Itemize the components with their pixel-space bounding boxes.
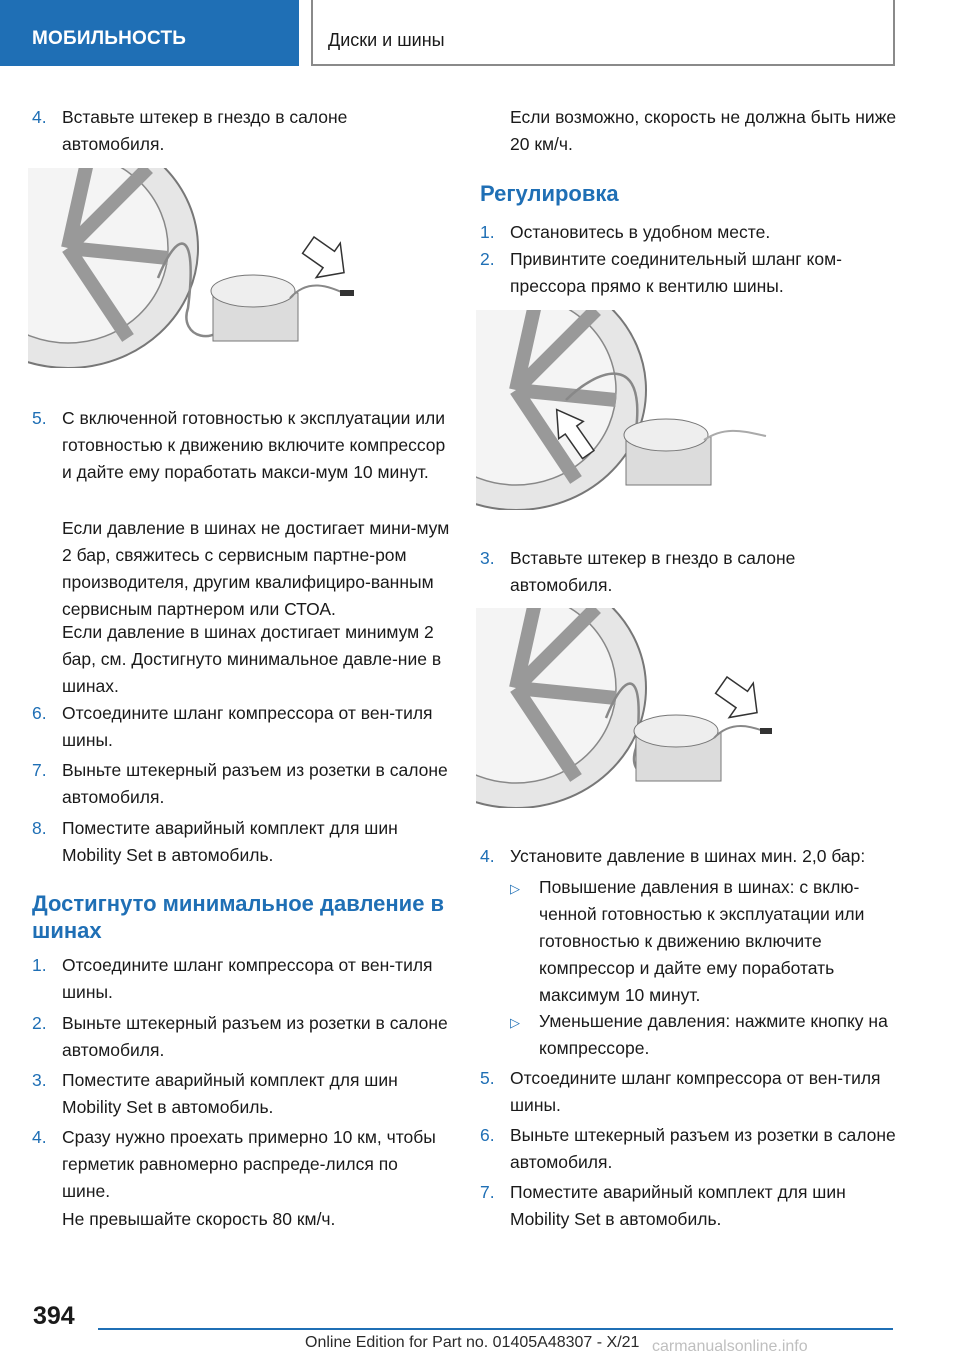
- list-item: [480, 1065, 900, 1119]
- step-text: Выньте штекерный разъем из розетки в салоне автомобиля.: [510, 1125, 896, 1172]
- compressor-figure-2: [476, 310, 776, 510]
- step-number: 1.: [32, 955, 47, 975]
- list-item: [480, 246, 900, 300]
- triangle-bullet-icon: ▷: [510, 881, 520, 896]
- step-text: Отсоедините шланг компрессора от вен-тиля шины.: [510, 1068, 881, 1115]
- list-item: [32, 405, 450, 486]
- list-item: [480, 843, 900, 870]
- step-text: Сразу нужно проехать примерно 10 км, чтобы герметик равномерно распреде-лился по шине.: [62, 1127, 436, 1201]
- step-number: 1.: [480, 222, 495, 242]
- list-item: [32, 104, 450, 158]
- list-item: [32, 700, 450, 754]
- step-text: Вставьте штекер в гнездо в салоне автомобиля.: [510, 548, 796, 595]
- list-item: [32, 757, 450, 811]
- step-number: 3.: [32, 1070, 47, 1090]
- step-number: 6.: [32, 703, 47, 723]
- step-text: Установите давление в шинах мин. 2,0 бар:: [510, 846, 866, 866]
- sub-bullet: [510, 1008, 900, 1062]
- step-number: 4.: [32, 107, 47, 127]
- edition-text: Online Edition for Part no. 01405A48307 - X/21: [305, 1334, 640, 1351]
- step-number: 3.: [480, 548, 495, 568]
- note-text: Если давление в шинах достигает минимум 2 бар, см. Достигнуто минимальное давле-ние в шинах.: [62, 622, 442, 696]
- list-item: [480, 545, 900, 599]
- chapter-title: Диски и шины: [328, 30, 445, 50]
- step-number: 6.: [480, 1125, 495, 1145]
- step-text: Привинтите соединительный шланг ком-прессора прямо к вентилю шины.: [510, 249, 842, 296]
- list-item: [480, 1122, 900, 1176]
- step-text: Поместите аварийный комплект для шин Mobility Set в автомобиль.: [510, 1182, 846, 1229]
- step-number: 8.: [32, 818, 47, 838]
- section-title: МОБИЛЬНОСТЬ: [32, 28, 187, 49]
- chapter-box: [311, 0, 895, 66]
- sub-bullet-text: Уменьшение давления: нажмите кнопку на компрессоре.: [539, 1011, 888, 1058]
- step-number: 4.: [32, 1127, 47, 1147]
- step-number: 5.: [480, 1068, 495, 1088]
- section-tab: [0, 0, 299, 66]
- note-text: Если возможно, скорость не должна быть ниже 20 км/ч.: [510, 107, 897, 154]
- step-text: Отсоедините шланг компрессора от вен-тиля шины.: [62, 955, 433, 1002]
- list-item: [32, 815, 450, 869]
- step-number: 7.: [480, 1182, 495, 1202]
- list-item: [480, 219, 900, 246]
- step-number: 2.: [32, 1013, 47, 1033]
- sub-bullet: [510, 874, 900, 1009]
- sub-bullet-text: Повышение давления в шинах: с вклю-ченной готовностью к эксплуатации или готовностью к движению включите компрессор и дайте ему поработать максимум 10 минут.: [539, 877, 865, 1005]
- watermark-text: carmanualsonline.info: [652, 1338, 808, 1355]
- step-text: Поместите аварийный комплект для шин Mobility Set в автомобиль.: [62, 818, 398, 865]
- step-text: Остановитесь в удобном месте.: [510, 222, 771, 242]
- note-text: Не превышайте скорость 80 км/ч.: [62, 1209, 336, 1229]
- list-item: [32, 1124, 450, 1205]
- compressor-figure-1: [28, 168, 358, 368]
- step-number: 4.: [480, 846, 495, 866]
- step-number: 5.: [32, 408, 47, 428]
- step-text: Отсоедините шланг компрессора от вен-тиля шины.: [62, 703, 433, 750]
- step-text: Выньте штекерный разъем из розетки в салоне автомобиля.: [62, 760, 448, 807]
- section-heading: Достигнуто минимальное давление в шинах: [32, 891, 445, 943]
- step-number: 2.: [480, 249, 495, 269]
- page-number: 394: [33, 1302, 75, 1330]
- step-text: С включенной готовностью к эксплуатации или готовностью к движению включите компрессор и дайте ему поработать макси-мум 10 минут.: [62, 408, 446, 482]
- step-text: Поместите аварийный комплект для шин Mobility Set в автомобиль.: [62, 1070, 398, 1117]
- list-item: [32, 1010, 450, 1064]
- list-item: [480, 1179, 900, 1233]
- list-item: [32, 1067, 450, 1121]
- triangle-bullet-icon: ▷: [510, 1015, 520, 1030]
- section-heading: Регулировка: [480, 181, 619, 206]
- step-number: 7.: [32, 760, 47, 780]
- step-text: Вставьте штекер в гнездо в салоне автомобиля.: [62, 107, 348, 154]
- compressor-figure-3: [476, 608, 776, 808]
- footer-divider: [98, 1328, 893, 1330]
- note-text: Если давление в шинах не достигает мини-мум 2 бар, свяжитесь с сервисным партне-ром производителя, другим квалифициро-ванным сервисным партнером или СТОА.: [62, 518, 450, 619]
- step-text: Выньте штекерный разъем из розетки в салоне автомобиля.: [62, 1013, 448, 1060]
- list-item: [32, 952, 450, 1006]
